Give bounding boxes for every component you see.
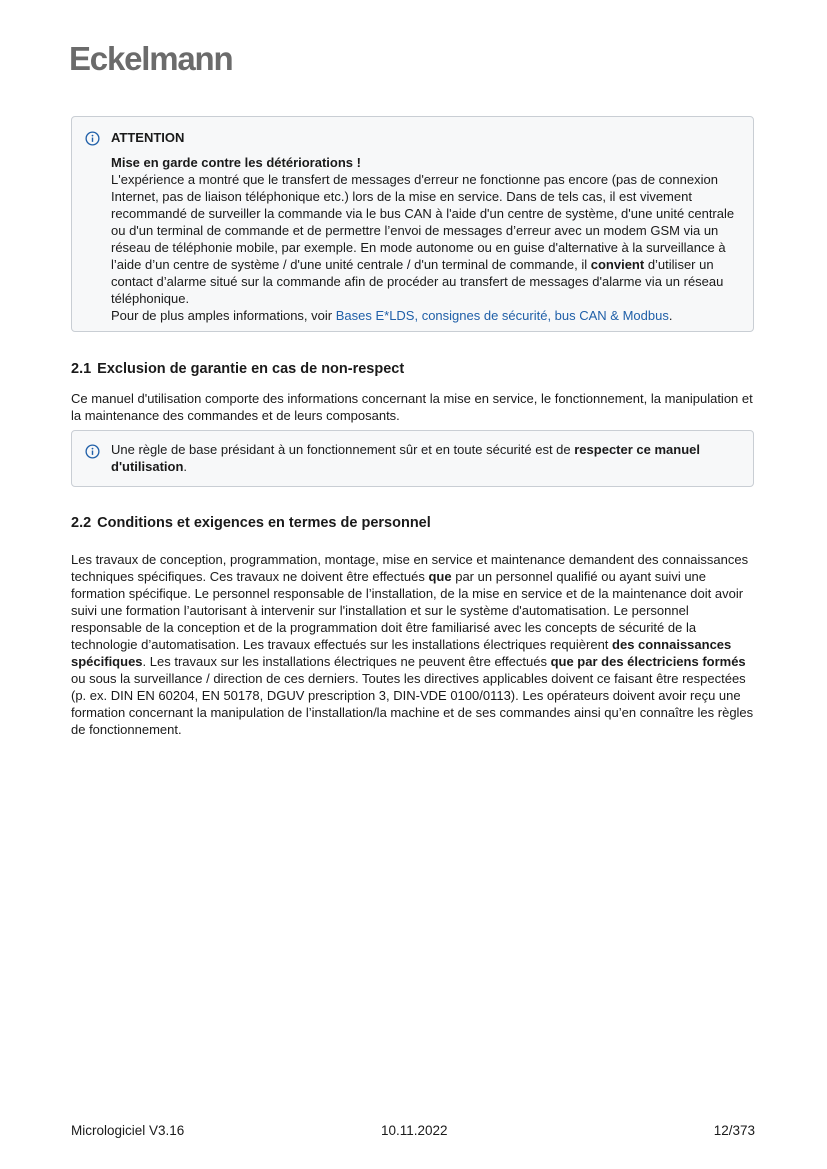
attention-more-info: Pour de plus amples informations, voir Bases E*LDS, consignes de sécurité, bus CAN & Modbus. [111,308,673,323]
attention-subtitle: Mise en garde contre les détériorations ! [111,155,361,170]
note-callout [71,430,754,487]
info-icon [85,444,100,459]
attention-title: ATTENTION [111,130,185,145]
footer-page-number: 12/373 [713,1123,755,1138]
section-2-1-heading: 2.1 Exclusion de garantie en cas de non-respect [71,361,405,377]
note-text: Une règle de base présidant à un fonctionnement sûr et en toute sécurité est de respecter ce manuel d'utilisation. [111,442,700,474]
section-2-2-heading: 2.2 Conditions et exigences en termes de personnel [71,515,431,531]
section-2-2-paragraph: Les travaux de conception, programmation, montage, mise en service et maintenance demandent des connaissances techniques spécifiques. Ces travaux ne doivent être effectués que par un personnel qualifié ou ayant suivi une formation spécifique. Le personnel responsable de l’installation, de la mise en service et de la maintenance doit avoir suivi une formation l’autorisant à intervenir sur l'installation et sur le système d'automatisation. Le personnel responsable de la conception et de la programmation doit être familiarisé avec les concepts de sécurité de la technologie d’automatisation. Les travaux effectués sur les installations électriques requièrent des connaissances spécifiques. Les travaux sur les installations électriques ne peuvent être effectués que par des électriciens formés ou sous la surveillance / direction de ces derniers. Toutes les directives applicables doivent ce faisant être respectées (p. ex. DIN EN 60204, EN 50178, DGUV prescription 3, DIN-VDE 0100/0113). Les opérateurs doivent avoir reçu une formation concernant la manipulation de l’installation/la machine et de ses commandes ainsi qu’en connaître les règles de fonctionnement. [71,552,754,737]
eckelmann-logo: Eckelmann [69,40,233,77]
attention-body: L'expérience a montré que le transfert de messages d'erreur ne fonctionne pas encore (pas de connexion Internet, pas de liaison téléphonique etc.) lors de la mise en service. Dans de tels cas, il est vivement recommandé de surveiller la commande via le bus CAN à l'aide d'un centre de système, d'une unité centrale ou d'un terminal de commande et de permettre l’envoi de messages d’erreur avec un modem GSM via un réseau de téléphonie mobile, par exemple. En mode autonome ou en guise d'alternative à la surveillance à l’aide d’un centre de système / d'une unité centrale / d'un terminal de commande, il convient d’utiliser un contact d’alarme situé sur la commande afin de procéder au transfert de messages d'alarme via un réseau téléphonique. [111,172,735,306]
section-2-1-paragraph: Ce manuel d'utilisation comporte des informations concernant la mise en service, le fonctionnement, la manipulation et la maintenance des commandes et de leurs composants. [71,391,753,423]
attention-callout [71,116,754,332]
info-icon [85,131,100,146]
footer-product: Micrologiciel V3.16 [71,1123,185,1138]
footer-date: 10.11.2022 [381,1123,448,1138]
safety-reference-link[interactable]: Bases E*LDS, consignes de sécurité, bus CAN & Modbus [335,308,669,323]
